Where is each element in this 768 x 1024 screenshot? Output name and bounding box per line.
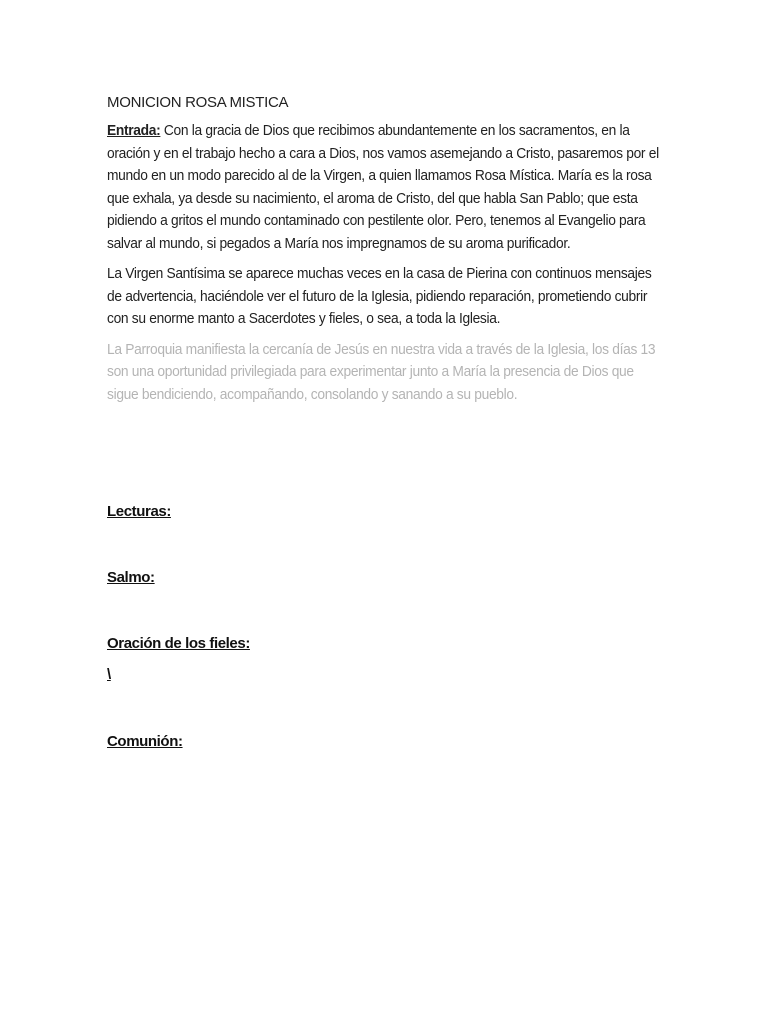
comunion-heading: Comunión:: [107, 733, 183, 750]
backslash-mark: \: [107, 666, 111, 683]
entrada-label: Entrada:: [107, 122, 161, 139]
entrada-paragraph: [107, 120, 666, 255]
virgen-paragraph: La Virgen Santísima se aparece muchas veces en la casa de Pierina con continuos mensajes de advertencia, haciéndole ver el futuro de la Iglesia, pidiendo reparación, prometiendo cubrir con su enorme manto a Sacerdotes y fieles, o sea, a toda la Iglesia.: [107, 265, 652, 327]
document-title: MONICION ROSA MISTICA: [107, 94, 289, 111]
oracion-fieles-heading: Oración de los fieles:: [107, 635, 250, 652]
lecturas-heading: Lecturas:: [107, 503, 171, 520]
salmo-heading: Salmo:: [107, 569, 155, 586]
entrada-text: Con la gracia de Dios que recibimos abundantemente en los sacramentos, en la oración y en el trabajo hecho a cara a Dios, nos vamos asemejando a Cristo, pasaremos por el mundo en un modo parecido al de la Virgen, a quien llamamos Rosa Mística. María es la rosa que exhala, ya desde su nacimiento, el aroma de Cristo, del que habla San Pablo; que esta pidiendo a gritos el mundo contaminado con pestilente olor. Pero, tenemos al Evangelio para salvar al mundo, si pegados a María nos impregnamos de su aroma purificador.: [107, 122, 659, 252]
document-body: [107, 92, 667, 414]
parroquia-paragraph: La Parroquia manifiesta la cercanía de Jesús en nuestra vida a través de la Iglesia, los días 13 son una oportunidad privilegiada para experimentar junto a María la presencia de Dios que sigue bendiciendo, acompañando, consolando y sanando a su pueblo.: [107, 340, 656, 403]
